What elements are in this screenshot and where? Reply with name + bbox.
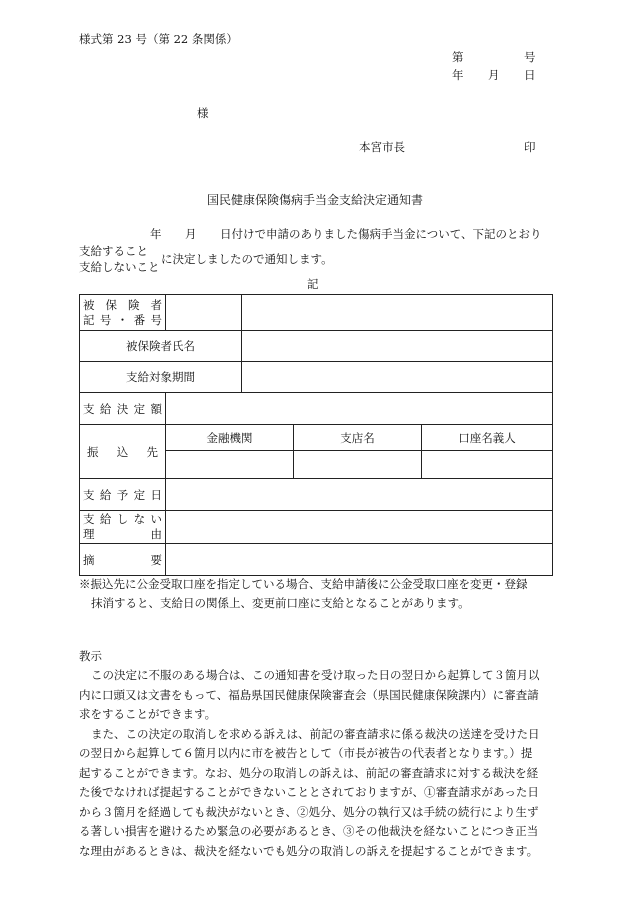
label-period: 支給対象期間 bbox=[80, 362, 242, 393]
date-month-label: 月 bbox=[488, 68, 500, 82]
value-amount[interactable] bbox=[166, 393, 553, 425]
note-line-1: ※振込先に公金受取口座を指定している場合、支給申請後に公金受取口座を変更・登録 bbox=[79, 577, 528, 591]
col-holder: 口座名義人 bbox=[422, 425, 553, 451]
document-title: 国民健康保険傷病手当金支給決定通知書 bbox=[207, 193, 424, 207]
value-bank[interactable] bbox=[166, 451, 294, 479]
row-amount bbox=[80, 393, 553, 425]
notice-line: た後でなければ提起することができないこととされておりますが、①審査請求があった日 bbox=[79, 785, 539, 799]
value-holder[interactable] bbox=[422, 451, 553, 479]
notice-line: また、この決定の取消しを求める訴えは、前記の審査請求に係る裁決の送達を受けた日 bbox=[91, 726, 540, 741]
notice-line: 求をすることができます。 bbox=[79, 707, 217, 721]
value-insured-number[interactable] bbox=[242, 295, 553, 331]
value-payment-date[interactable] bbox=[166, 479, 553, 511]
value-period[interactable] bbox=[242, 362, 553, 393]
value-branch[interactable] bbox=[294, 451, 422, 479]
value-insured-mark[interactable] bbox=[166, 295, 242, 331]
notice-heading: 教示 bbox=[79, 649, 102, 663]
intro-text-1: 日付けで申請のありました傷病手当金について、下記のとおり bbox=[220, 227, 542, 241]
row-period bbox=[80, 362, 553, 393]
ki-label: 記 bbox=[307, 277, 319, 291]
row-remarks bbox=[80, 544, 553, 576]
intro-option-pay: 支給すること bbox=[79, 244, 148, 258]
notice-line: の翌日から起算して６箇月以内に市を被告として（市長が被告の代表者となります。）提 bbox=[79, 746, 533, 760]
value-remarks[interactable] bbox=[166, 544, 553, 576]
note-line-2: 抹消すると、支給日の関係上、変更前口座に支給となることがあります。 bbox=[91, 596, 470, 610]
notice-line: から３箇月を経過しても裁決がないとき、②処分、処分の執行又は手続の続行により生ず bbox=[79, 804, 539, 819]
label-insured-number bbox=[80, 295, 166, 331]
row-insured-name bbox=[80, 331, 553, 362]
row-reason bbox=[80, 511, 553, 544]
intro-text-2: に決定しましたので通知します。 bbox=[161, 252, 333, 266]
notice-line: な理由があるときは、裁決を経ないでも処分の取消しの訴えを提起することができます。 bbox=[79, 843, 539, 858]
form-number: 様式第 23 号（第 22 条関係） bbox=[79, 32, 238, 46]
notice-line: 起することができます。なお、処分の取消しの訴えは、前記の審査請求に対する裁決を経 bbox=[79, 765, 539, 780]
seal-mark: 印 bbox=[524, 140, 536, 154]
row-payment-date bbox=[80, 479, 553, 511]
value-reason[interactable] bbox=[166, 511, 553, 544]
notice-body bbox=[79, 666, 553, 861]
recipient-sama: 様 bbox=[197, 106, 209, 120]
label-insured: 被 保 険 者 bbox=[83, 297, 162, 312]
notice-line: る著しい損害を避けるため緊急の必要があるとき、③その他裁決を経ないことにつき正当 bbox=[79, 824, 539, 838]
label-number: 記 号 ・ 番 号 bbox=[83, 312, 162, 327]
label-reason: 支 給 し な い 理 由 bbox=[80, 511, 166, 544]
label-remarks: 摘 要 bbox=[80, 544, 166, 576]
mayor-title: 本宮市長 bbox=[359, 140, 405, 154]
value-insured-name[interactable] bbox=[242, 331, 553, 362]
intro-year: 年 bbox=[150, 227, 162, 241]
notice-line: 内に口頭又は文書をもって、福島県国民健康保険審査会（県国民健康保険課内）に審査請 bbox=[79, 687, 539, 702]
number-label-dai: 第 bbox=[452, 50, 464, 64]
number-label-go: 号 bbox=[524, 50, 536, 64]
row-insured-number bbox=[80, 295, 553, 331]
label-transfer: 振 込 先 bbox=[80, 425, 166, 479]
date-day-label: 日 bbox=[524, 68, 536, 82]
row-transfer-header bbox=[80, 425, 553, 451]
label-insured-name: 被保険者氏名 bbox=[80, 331, 242, 362]
decision-table bbox=[79, 294, 553, 576]
label-amount: 支 給 決 定 額 bbox=[80, 393, 166, 425]
col-bank: 金融機関 bbox=[166, 425, 294, 451]
date-year-label: 年 bbox=[452, 68, 464, 82]
intro-month: 月 bbox=[185, 227, 197, 241]
notice-line: この決定に不服のある場合は、この通知書を受け取った日の翌日から起算して３箇月以 bbox=[91, 668, 540, 682]
intro-option-nopay: 支給しないこと bbox=[79, 260, 160, 274]
label-payment-date: 支 給 予 定 日 bbox=[80, 479, 166, 511]
col-branch: 支店名 bbox=[294, 425, 422, 451]
